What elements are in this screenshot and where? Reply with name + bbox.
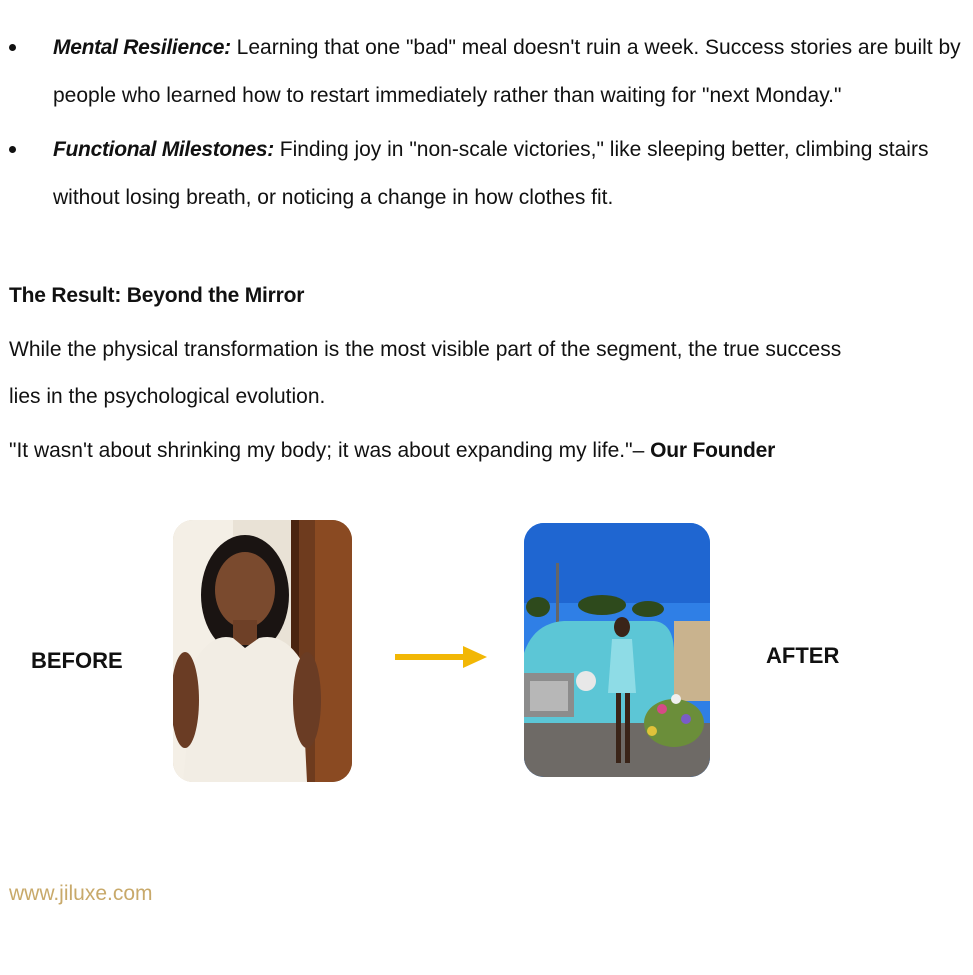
- before-photo: [173, 520, 352, 782]
- website-link[interactable]: www.jiluxe.com: [9, 882, 153, 905]
- bullet-term: Mental Resilience:: [53, 36, 231, 59]
- arrow-right-icon: [395, 646, 487, 668]
- after-label: AFTER: [766, 643, 840, 668]
- bullet-dot: [9, 44, 16, 51]
- paragraph-line-2: lies in the psychological evolution.: [9, 385, 326, 408]
- founder-quote: [9, 432, 775, 470]
- bullet-item-mental-resilience: [0, 24, 973, 120]
- bullet-term: Functional Milestones:: [53, 138, 274, 161]
- bullet-item-functional-milestones: [0, 126, 973, 222]
- result-paragraph: [9, 326, 973, 420]
- paragraph-line-1: While the physical transformation is the most visible part of the segment, the true success: [9, 338, 842, 361]
- quote-author: Our Founder: [650, 439, 776, 462]
- bullet-text: Learning that one "bad" meal doesn't ruin a week. Success stories are built by people who learned how to restart immediately rather than waiting for "next Monday.": [53, 36, 961, 107]
- quote-text: "It wasn't about shrinking my body; it was about expanding my life."–: [9, 439, 651, 462]
- after-photo: [524, 523, 710, 777]
- bullet-text: Finding joy in "non-scale victories," like sleeping better, climbing stairs without losing breath, or noticing a change in how clothes fit.: [53, 138, 929, 209]
- bullet-list: [0, 24, 973, 228]
- after-photo-image: [524, 523, 710, 777]
- bullet-dot: [9, 146, 16, 153]
- before-photo-image: [173, 520, 352, 782]
- section-heading: The Result: Beyond the Mirror: [9, 284, 305, 307]
- before-label: BEFORE: [31, 648, 123, 673]
